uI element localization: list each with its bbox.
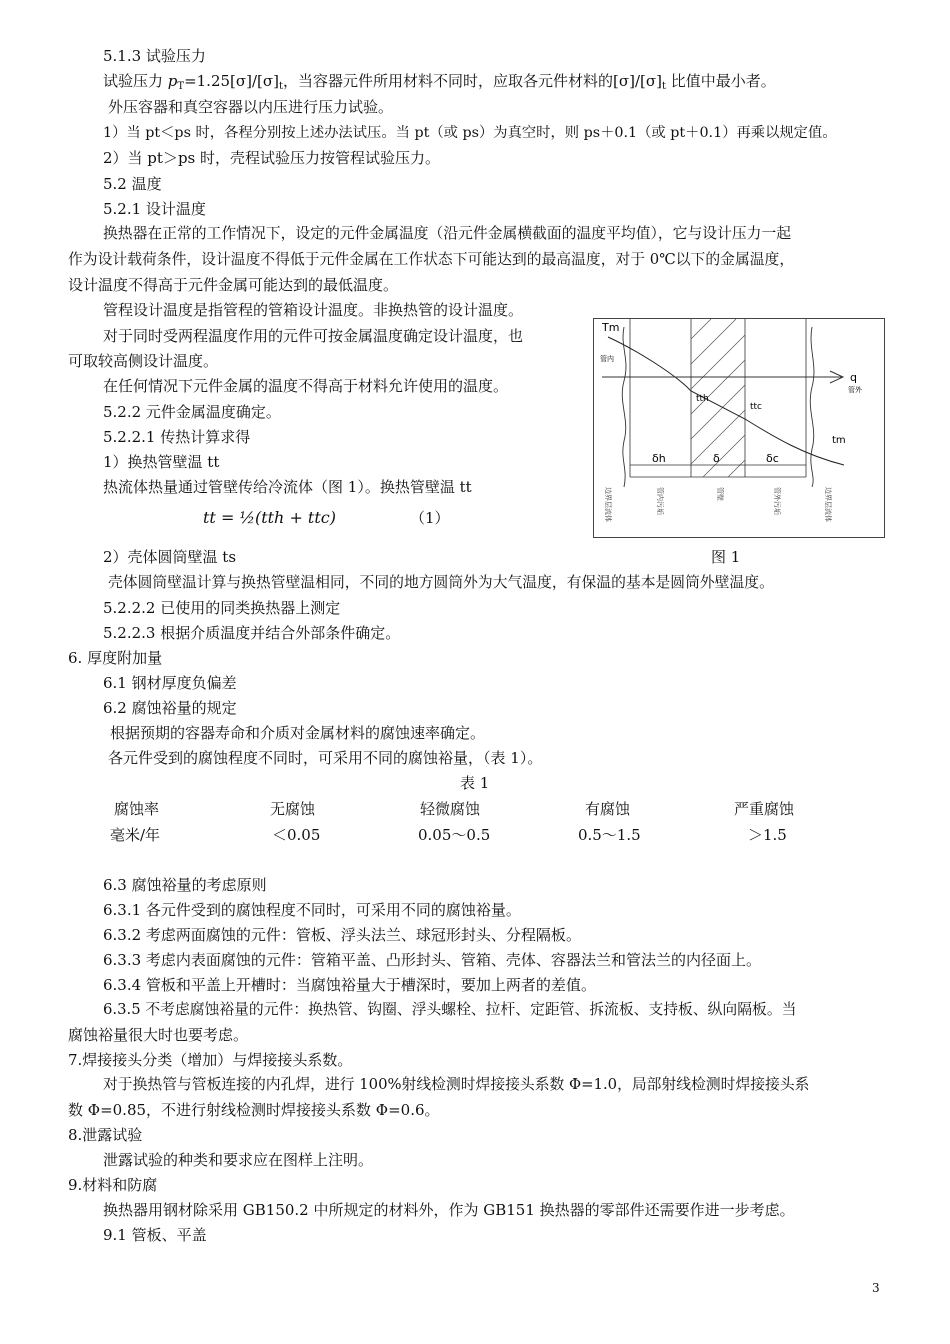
formula: tt = ½(tth + ttc) [203,508,336,527]
paragraph-line: 泄露试验的种类和要求应在图样上注明。 [103,1151,374,1169]
q-label: q [850,371,857,384]
paragraph-line: 数 Φ=0.85，不进行射线检测时焊接接头系数 Φ=0.6。 [68,1101,440,1119]
paragraph-line: 对于换热管与管板连接的内孔焊，进行 100%射线检测时焊接接头系数 Φ=1.0，局部射线检测时焊接接头系 [103,1076,810,1093]
paragraph-line: 根据预期的容器寿命和介质对金属材料的腐蚀速率确定。 [110,724,486,742]
bottom-label-4: 管外污垢 [773,487,781,515]
page-number: 3 [872,1281,880,1295]
bottom-label-5: 边界层流体 [824,487,832,522]
paragraph-line: 6.3.3 考虑内表面腐蚀的元件：管箱平盖、凸形封头、管箱、壳体、容器法兰和管法兰的内径面上。 [103,951,761,969]
table-cell: 腐蚀率 [114,800,160,818]
paragraph-line: 6.3.5 不考虑腐蚀裕量的元件：换热管、钩圈、浮头螺栓、拉杆、定距管、拆流板、支持板、纵向隔板。当 [103,1001,797,1018]
figure-1-temperature-distribution [593,318,885,538]
delta-h-label: δh [652,452,666,465]
section-heading: 5.2 温度 [103,175,162,193]
paragraph-line: 设计温度不得高于元件金属可能达到的最低温度。 [68,276,399,294]
table-row [100,824,820,846]
formula-number: （1） [410,509,450,527]
section-5-1-3-heading: 5.1.3 试验压力 [103,47,206,65]
paragraph-line: 壳体圆筒壁温计算与换热管壁温相同，不同的地方圆筒外为大气温度，有保温的基本是圆筒外壁温度。 [108,574,774,591]
section-heading: 5.2.2.3 根据介质温度并结合外部条件确定。 [103,624,401,642]
outer-label: 管外 [848,386,862,394]
paragraph-line: 6.3.2 考虑两面腐蚀的元件：管板、浮头法兰、球冠形封头、分程隔板。 [103,926,581,944]
section-heading: 6.2 腐蚀裕量的规定 [103,699,237,717]
table-cell: 0.05～0.5 [418,826,491,844]
bottom-label-2: 管内污垢 [656,487,664,515]
paragraph-line: 1）换热管壁温 tt [103,453,220,471]
paragraph-line: 腐蚀裕量很大时也要考虑。 [68,1026,249,1044]
paragraph-line: 2）壳体圆筒壁温 ts [103,548,237,566]
section-heading: 6. 厚度附加量 [68,649,163,667]
bottom-label-3: 管壁 [716,487,724,501]
paragraph-line: 外压容器和真空容器以内压进行压力试验。 [108,98,394,116]
paragraph-line: 2）当 pt＞ps 时，壳程试验压力按管程试验压力。 [103,149,441,167]
section-heading: 8.泄露试验 [68,1126,143,1144]
table-header-row [100,798,820,820]
table-caption: 表 1 [460,774,490,792]
ttc-label: ttc [750,402,763,412]
paragraph-line: 6.3.4 管板和平盖上开槽时：当腐蚀裕量大于槽深时，要加上两者的差值。 [103,976,596,994]
paragraph-line: 作为设计载荷条件，设计温度不得低于元件金属在工作状态下可能达到的最高温度，对于 0℃以下的金属温度， [68,251,795,268]
section-heading: 5.2.1 设计温度 [103,200,206,218]
section-heading: 5.2.2 元件金属温度确定。 [103,403,281,421]
section-heading: 9.材料和防腐 [68,1176,158,1194]
tth-label: tth [696,394,709,404]
section-heading: 9.1 管板、平盖 [103,1226,207,1244]
table-cell: ＞1.5 [748,826,787,844]
section-heading: 5.2.2.1 传热计算求得 [103,428,251,446]
inner-label: 管内 [600,355,614,363]
table-cell: 毫米/年 [110,826,161,844]
paragraph-line: 可取较高侧设计温度。 [68,352,219,370]
outer-boundary-wavy-line [810,327,814,487]
section-heading: 5.2.2.2 已使用的同类换热器上测定 [103,599,341,617]
paragraph-line: 1）当 pt＜ps 时，各程分别按上述办法试压。当 pt（或 ps）为真空时，则 ps＋0.1（或 pt＋0.1）再乘以规定值。 [103,125,837,141]
paragraph-line: 6.3.1 各元件受到的腐蚀程度不同时，可采用不同的腐蚀裕量。 [103,901,521,919]
section-heading: 6.3 腐蚀裕量的考虑原则 [103,876,267,894]
inner-boundary-wavy-line [622,327,626,487]
table-cell: 0.5～1.5 [578,826,641,844]
figure-caption: 图 1 [711,548,741,566]
t-cold-label: tm [832,435,846,446]
paragraph-line: 换热器用钢材除采用 GB150.2 中所规定的材料外，作为 GB151 换热器的零部件还需要作进一步考虑。 [103,1201,795,1219]
paragraph-line: 管程设计温度是指管程的管箱设计温度。非换热管的设计温度。 [103,301,524,319]
table-cell: 严重腐蚀 [734,800,795,818]
delta-c-label: δc [766,452,779,465]
table-cell: ＜0.05 [272,826,321,844]
bottom-label-1: 边界层流体 [604,487,612,522]
section-heading: 7.焊接接头分类（增加）与焊接接头系数。 [68,1051,353,1069]
paragraph-line: 各元件受到的腐蚀程度不同时，可采用不同的腐蚀裕量，（表 1）。 [108,749,543,767]
test-pressure-line: 试验压力 $p_T=1.25[\sigma]/[\sigma]_t$，当容器元件所用材料不同时，应取各元件材料的$[\sigma]/[\sigma]_t$ 比值中最小者。 [103,72,776,92]
paragraph-line: 在任何情况下元件金属的温度不得高于材料允许使用的温度。 [103,377,509,395]
t-hot-label: Tm [602,321,620,334]
delta-label: δ [713,452,720,465]
table-cell: 有腐蚀 [585,800,631,818]
section-heading: 6.1 钢材厚度负偏差 [103,674,237,692]
paragraph-line: 换热器在正常的工作情况下，设定的元件金属温度（沿元件金属横截面的温度平均值），它与设计压力一起 [103,225,792,242]
table-cell: 无腐蚀 [270,800,316,818]
table-cell: 轻微腐蚀 [420,800,481,818]
paragraph-line: 热流体热量通过管壁传给冷流体（图 1）。换热管壁温 tt [103,478,472,496]
paragraph-line: 对于同时受两程温度作用的元件可按金属温度确定设计温度，也 [103,327,524,345]
